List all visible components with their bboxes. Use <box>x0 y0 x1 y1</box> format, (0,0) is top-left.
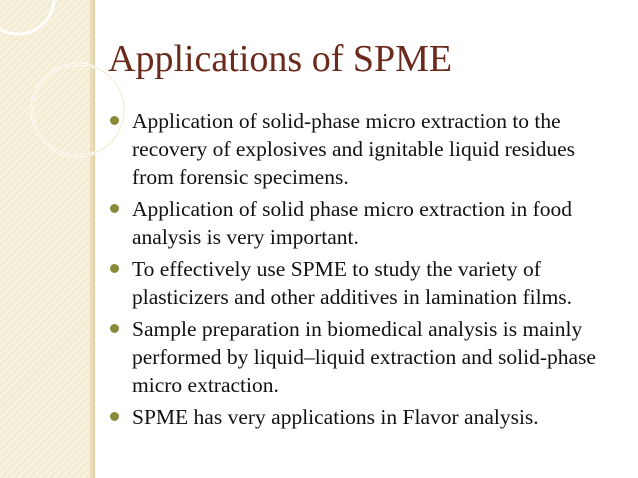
bullet-dot-icon <box>110 116 119 125</box>
bullet-text: Application of solid-phase micro extraction to the recovery of explosives and ignitable liquid residues from forensic specimens. <box>132 109 576 189</box>
bullet-item <box>108 255 618 311</box>
bullet-item <box>108 195 618 251</box>
bullet-list <box>108 107 618 435</box>
decorative-ring-top <box>0 0 54 34</box>
bullet-dot-icon <box>110 412 119 421</box>
bullet-text: Application of solid phase micro extraction in food analysis is very important. <box>132 197 573 249</box>
bullet-text: To effectively use SPME to study the variety of plasticizers and other additives in lamination films. <box>132 257 573 309</box>
bullet-text: Sample preparation in biomedical analysis is mainly performed by liquid–liquid extraction and solid-phase micro extraction. <box>132 317 596 397</box>
bullet-dot-icon <box>110 324 119 333</box>
slide-title: Applications of SPME <box>108 38 453 80</box>
bullet-item <box>108 315 618 399</box>
bullet-item <box>108 107 618 191</box>
bullet-item <box>108 403 618 431</box>
bullet-dot-icon <box>110 204 119 213</box>
bullet-text: SPME has very applications in Flavor analysis. <box>132 405 539 429</box>
bullet-dot-icon <box>110 264 119 273</box>
